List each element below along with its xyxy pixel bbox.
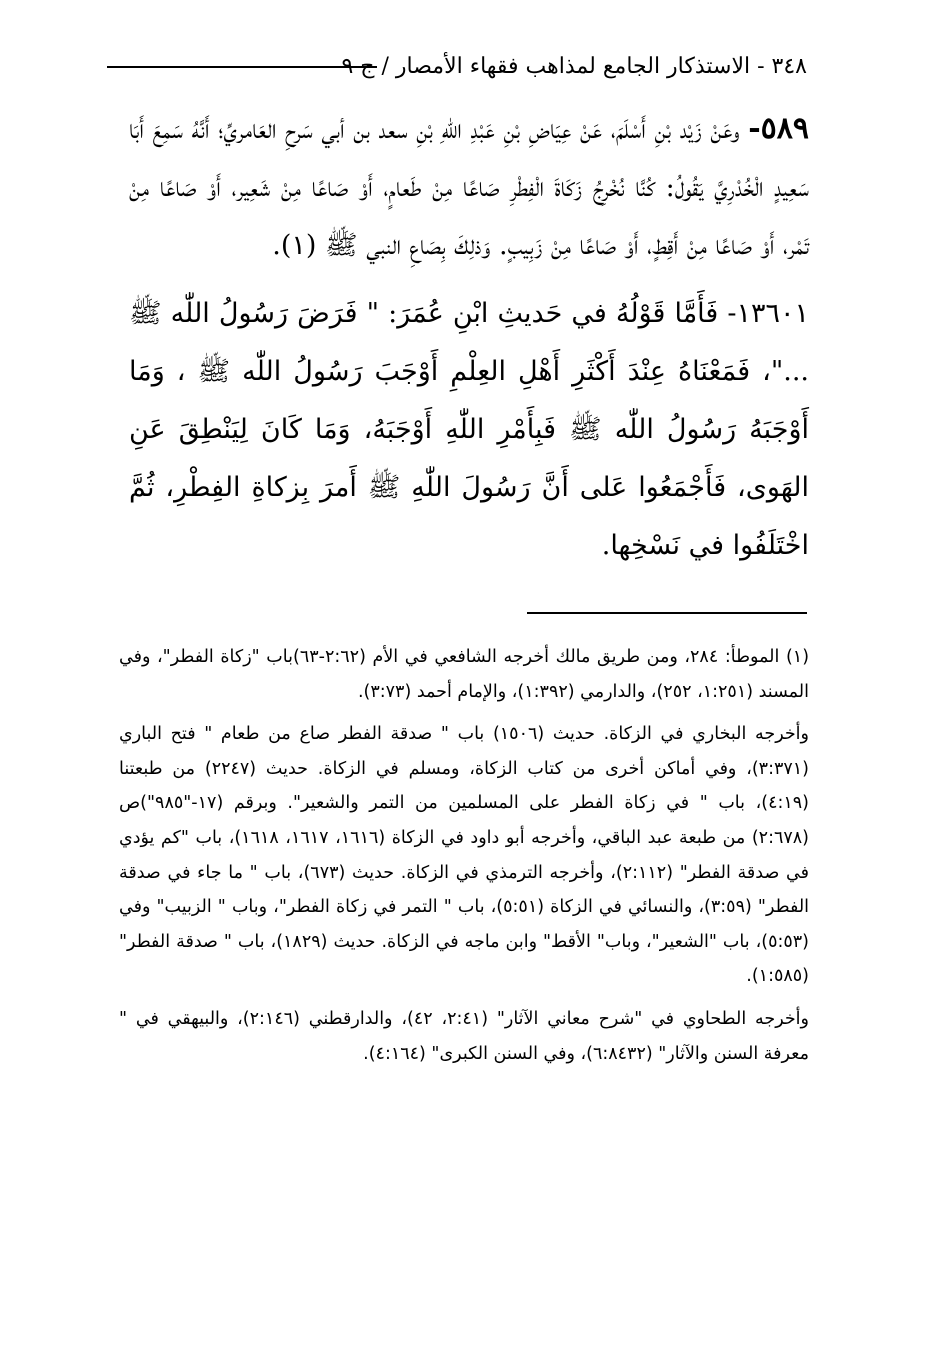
footnotes (119, 640, 809, 1071)
hadith-number: ٥٨٩- (748, 111, 809, 146)
footnote-1-continued-2: وأخرجه الطحاوي في "شرح معاني الآثار" (٢:٤١، ٤٢)، والدارقطني (٢:١٤٦)، والبيهقي في " معرفة السنن والآثار" (٦:٨٤٣٢)، وفي السنن الكبرى" (٤:١٦٤). (119, 1008, 809, 1064)
commentary-paragraph: ١٣٦٠١- فَأَمَّا قَوْلُهُ في حَديثِ ابْنِ عُمَرَ: " فَرَضَ رَسُولُ اللّٰه ﷺ ..."، فَمَعْنَاهُ عِنْدَ أَكْثَرِ أَهْلِ العِلْمِ أَوْجَبَ رَسُولُ اللّٰه ﷺ ، وَمَا أَوْجَبَهُ رَسُولُ اللّٰه ﷺ فَبِأَمْرِ اللّٰهِ أَوْجَبَهُ، وَمَا كَانَ لِيَنْطِقَ عَنِ الهَوى، فَأَجْمَعُوا عَلى أَنَّ رَسُولَ اللّٰهِ ﷺ أَمرَ بِزكاةِ الفِطْرِ، ثُمَّ اخْتَلَفُوا في نَسْخِها. (129, 298, 809, 561)
running-title: ٣٤٨ - الاستذكار الجامع لمذاهب فقهاء الأمصار / ج ٩ (341, 53, 807, 79)
footnote-separator (527, 612, 807, 614)
footnote-1: (١) الموطأ: ٢٨٤، ومن طريق مالك أخرجه الشافعي في الأم (٢:٦٢-٦٣)باب "زكاة الفطر"، وفي المسند (١:٢٥١، ٢٥٢)، والدارمي (١:٣٩٢)، والإمام أحمد (٣:٧٣). (119, 647, 810, 702)
main-text (129, 100, 809, 575)
hadith-paragraph (129, 100, 809, 275)
footnote-1-continued: وأخرجه البخاري في الزكاة. حديث (١٥٠٦) باب " صدقة الفطر صاع من طعام " فتح الباري (٣:٣٧١)، وفي أماكن أخرى من كتاب الزكاة، ومسلم في الزكاة. حديث (٢٢٤٧) من طبعتنا (٤:١٩)، باب " في زكاة الفطر على المسلمين من التمر والشعير". وبرقم (١٧-"٩٨٥")ص (٢:٦٧٨) من طبعة عبد الباقي، وأخرجه أبو داود في الزكاة (١٦١٦، ١٦١٧، ١٦١٨)، باب "كم يؤدي في صدقة الفطر" (٢:١١٢)، وأخرجه الترمذي في الزكاة. حديث (٦٧٣)، باب " ما جاء في صدقة الفطر" (٣:٥٩)، والنسائي في الزكاة (٥:٥١)، باب " التمر في زكاة الفطر"، وباب " الزبيب" وفي (٥:٥٣)، باب "الشعير"، وباب" الأقط" وابن ماجه في الزكاة. حديث (١٨٢٩)، باب " صدقة الفطر" (١:٥٨٥). (119, 724, 810, 987)
page-header (107, 46, 807, 86)
hadith-text: وعَنْ زَيْد بْنِ أَسْلَمَ، عَنْ عِيَاضِ بْنِ عَبْدِ اللّٰهِ بْنِ سعد بن أبي سَرحِ العَامريِّ؛ أَنَّهُ سَمِعَ أَبَا سَعِيدٍ الْخُدْرِيَّ يَقُولُ: كُنَّا نُخْرِجُ زَكَاةَ الْفِطْرِ صَاعًا مِنْ طَعامٍ، أَوْ صَاعًا مِنْ شَعِير، أَوْ صَاعًا مِنْ تَمْر، أَوْ صَاعًا مِنْ أَقِطٍ، أَوْ صَاعًا مِنْ زَبِيبٍ. وَذلِكَ بِصَاعِ النبي ﷺ (١). (129, 114, 809, 261)
header-rule (107, 66, 377, 68)
